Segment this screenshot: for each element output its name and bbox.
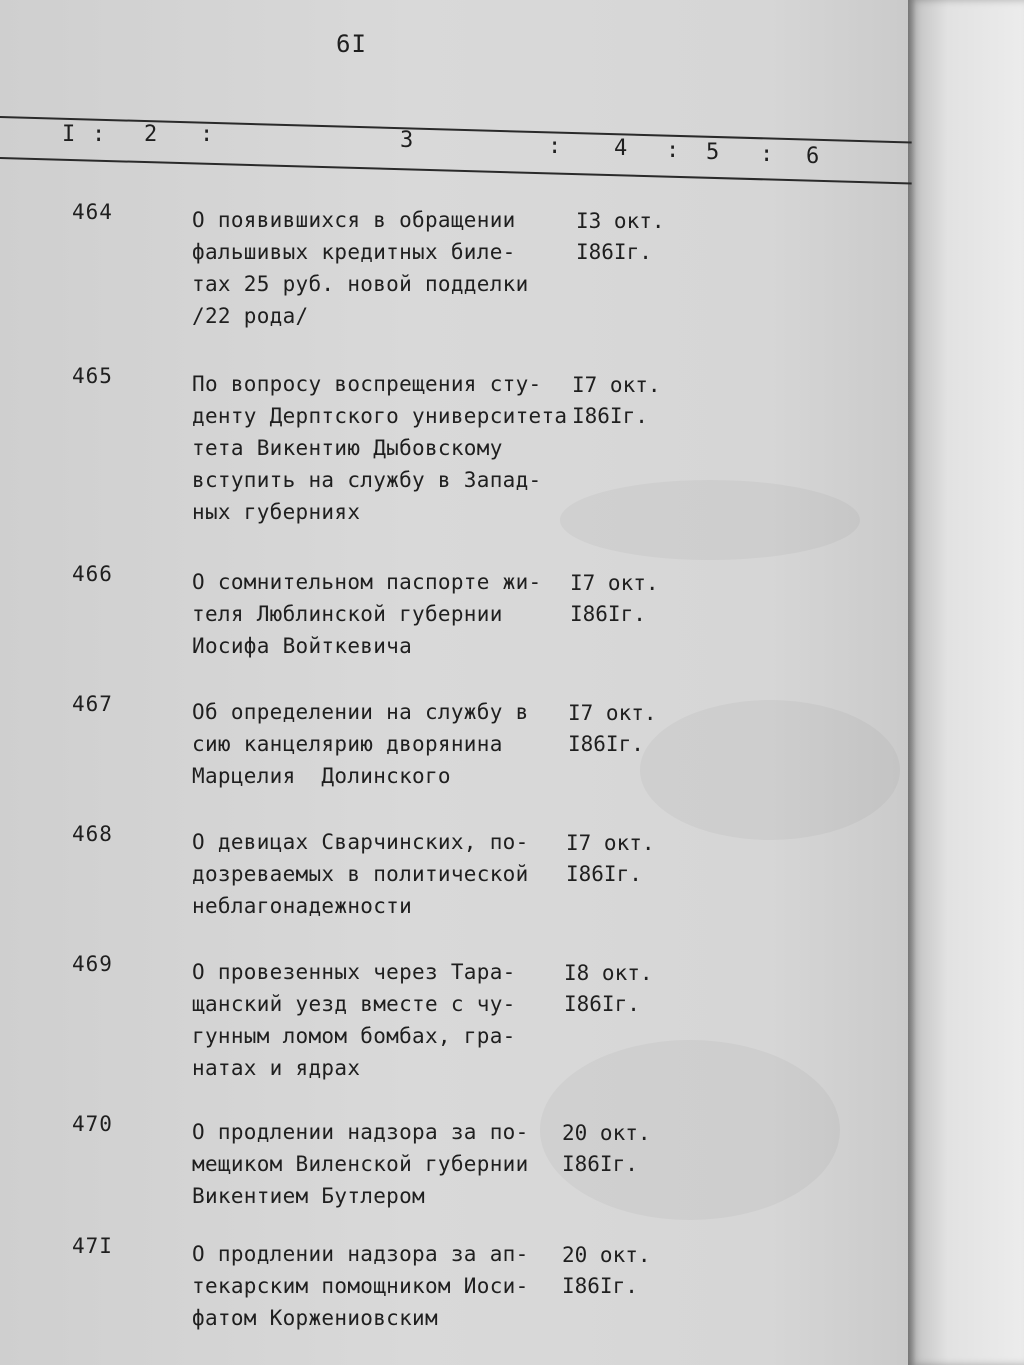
title-line: фальшивых кредитных биле- [192,240,516,264]
title-line: По вопросу воспрещения сту- [192,372,542,396]
title-line: Марцелия Долинского [192,764,451,788]
title-line: щанский уезд вместе с чу- [192,992,516,1016]
title-line: О девицах Сварчинских, по- [192,830,529,854]
header-rule-top [0,116,912,143]
title-line: О продлении надзора за ап- [192,1242,529,1266]
date-line: I86Iг. [562,1274,638,1298]
title-line: гунным ломом бомбах, гра- [192,1024,516,1048]
title-line: Викентием Бутлером [192,1184,425,1208]
date-line: I86Iг. [562,1152,638,1176]
bleed-through-smudge [560,480,860,560]
column-separator: : [666,138,680,163]
title-line: текарским помощником Иоси- [192,1274,529,1298]
date-line: I86Iг. [576,240,652,264]
entry-number: 465 [72,364,113,388]
title-line: тета Викентию Дыбовскому [192,436,503,460]
date-line: 20 окт. [562,1121,651,1145]
title-line: О появившихся в обращении [192,208,516,232]
entry-title [192,956,516,1084]
date-line: I3 окт. [576,209,665,233]
entry-number: 469 [72,952,113,976]
column-header-1: I [62,122,76,147]
date-line: I86Iг. [570,602,646,626]
entry-date [576,206,665,268]
column-separator: : [200,122,214,147]
title-line: тах 25 руб. новой подделки [192,272,529,296]
entry-number: 47I [72,1234,113,1258]
title-line: дозреваемых в политической [192,862,529,886]
entry-date [566,828,655,890]
title-line: теля Люблинской губернии [192,602,503,626]
title-line: О продлении надзора за по- [192,1120,529,1144]
entry-number: 468 [72,822,113,846]
column-header-3: 3 [400,128,414,153]
entry-title [192,826,529,922]
title-line: /22 рода/ [192,304,309,328]
column-header-2: 2 [144,122,158,147]
entry-title [192,566,541,662]
header-rule-bottom [0,157,912,184]
column-separator: : [548,134,562,159]
entry-title [192,1238,529,1334]
date-line: 20 окт. [562,1243,651,1267]
entry-number: 466 [72,562,113,586]
column-header-5: 5 [706,140,720,165]
title-line: мещиком Виленской губернии [192,1152,529,1176]
title-line: О провезенных через Тара- [192,960,516,984]
title-line: О сомнительном паспорте жи- [192,570,542,594]
column-header-6: 6 [806,144,820,169]
date-line: I86Iг. [568,732,644,756]
entry-date [572,370,661,432]
entry-title [192,696,529,792]
title-line: натах и ядрах [192,1056,361,1080]
entry-date [562,1118,651,1180]
entry-date [564,958,653,1020]
title-line: денту Дерптского университета [192,404,568,428]
entry-number: 470 [72,1112,113,1136]
entry-date [570,568,659,630]
title-line: сию канцелярию дворянина [192,732,503,756]
title-line: неблагонадежности [192,894,413,918]
date-line: I86Iг. [564,992,640,1016]
date-line: I7 окт. [568,701,657,725]
page-fold-edge [908,0,1024,1365]
date-line: I86Iг. [566,862,642,886]
title-line: вступить на службу в Запад- [192,468,542,492]
entry-date [568,698,657,760]
title-line: фатом Коржениовским [192,1306,438,1330]
column-separator: : [92,122,106,147]
title-line: Иосифа Войткевича [192,634,413,658]
entry-number: 467 [72,692,113,716]
entry-number: 464 [72,200,113,224]
column-header-4: 4 [614,136,628,161]
entry-date [562,1240,651,1302]
column-separator: : [760,142,774,167]
title-line: Об определении на службу в [192,700,529,724]
entry-title [192,204,529,332]
page-number: 6I [336,30,367,58]
date-line: I7 окт. [570,571,659,595]
date-line: I7 окт. [566,831,655,855]
date-line: I7 окт. [572,373,661,397]
title-line: ных губерниях [192,500,361,524]
entry-title [192,368,567,528]
bleed-through-smudge [640,700,900,840]
entry-title [192,1116,529,1212]
date-line: I86Iг. [572,404,648,428]
date-line: I8 окт. [564,961,653,985]
